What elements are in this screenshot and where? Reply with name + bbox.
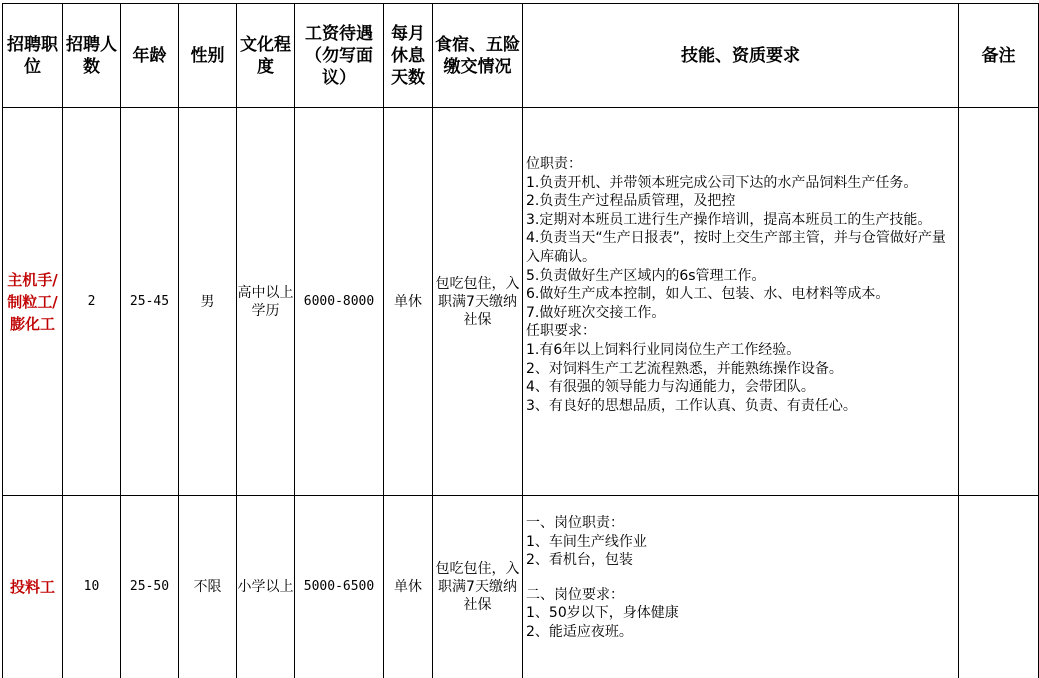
requirement-line: 2、对饲料生产工艺流程熟悉，并能熟练操作设备。 [526, 360, 843, 377]
count-cell: 2 [63, 108, 121, 496]
spacer [526, 570, 952, 586]
requirement-line: 任职要求： [526, 323, 596, 340]
header-row [3, 4, 1039, 108]
header-salary: 工资待遇（勿写面议） [295, 4, 384, 108]
requirement-line: 1、车间生产线作业 [526, 533, 647, 550]
header-age: 年龄 [121, 4, 179, 108]
age-cell: 25-50 [121, 496, 179, 678]
requirement-line: 2、看机台，包装 [526, 552, 633, 569]
remarks-cell [959, 108, 1039, 496]
requirements-cell [523, 108, 959, 496]
age-cell: 25-45 [121, 108, 179, 496]
requirement-line: 5.负责做好生产区域内的6s管理工作。 [526, 267, 766, 284]
rest-days-cell: 单休 [384, 496, 433, 678]
salary-cell: 6000-8000 [295, 108, 384, 496]
requirement-line: 4、有很强的领导能力与沟通能力，会带团队。 [526, 379, 815, 396]
header-benefits: 食宿、五险缴交情况 [433, 4, 523, 108]
requirement-line: 1.负责开机、并带领本班完成公司下达的水产品饲料生产任务。 [526, 174, 918, 191]
requirement-line: 2.负责生产过程品质管理，及把控 [526, 193, 736, 210]
header-count: 招聘人数 [63, 4, 121, 108]
requirement-line: 3、有良好的思想品质，工作认真、负责、有责任心。 [526, 397, 857, 414]
table-row [3, 108, 1039, 496]
count-cell: 10 [63, 496, 121, 678]
gender-cell: 不限 [179, 496, 237, 678]
remarks-cell [959, 496, 1039, 678]
education-cell: 高中以上学历 [237, 108, 295, 496]
header-remarks: 备注 [959, 4, 1039, 108]
education-cell: 小学以上 [237, 496, 295, 678]
requirement-line: 1、50岁以下，身体健康 [526, 605, 679, 622]
benefits-cell: 包吃包住，入职满7天缴纳社保 [433, 108, 523, 496]
table-row [3, 496, 1039, 678]
requirement-line: 6.做好生产成本控制，如人工、包装、水、电材料等成本。 [526, 286, 890, 303]
requirement-line: 一、岗位职责： [526, 515, 624, 531]
requirement-line: 二、岗位要求： [526, 586, 624, 603]
header-education: 文化程度 [237, 4, 295, 108]
header-position: 招聘职位 [3, 4, 63, 108]
recruitment-table [2, 3, 1039, 678]
requirement-line: 7.做好班次交接工作。 [526, 304, 666, 321]
salary-cell: 5000-6500 [295, 496, 384, 678]
header-requirements: 技能、资质要求 [523, 4, 959, 108]
requirement-line: 3.定期对本班员工进行生产操作培训，提高本班员工的生产技能。 [526, 211, 932, 228]
requirement-line: 1.有6年以上饲料行业同岗位生产工作经验。 [526, 341, 801, 358]
requirements-cell [523, 496, 959, 678]
benefits-cell: 包吃包住，入职满7天缴纳社保 [433, 496, 523, 678]
gender-cell: 男 [179, 108, 237, 496]
position-cell: 主机手/制粒工/膨化工 [3, 108, 63, 496]
requirement-line: 位职责： [526, 156, 582, 172]
requirement-line: 2、能适应夜班。 [526, 623, 633, 640]
rest-days-cell: 单休 [384, 108, 433, 496]
header-rest-days: 每月休息天数 [384, 4, 433, 108]
position-cell: 投料工 [3, 496, 63, 678]
header-gender: 性别 [179, 4, 237, 108]
requirement-line: 4.负责当天“生产日报表”，按时上交生产部主管，并与仓管做好产量入库确认。 [526, 230, 946, 265]
